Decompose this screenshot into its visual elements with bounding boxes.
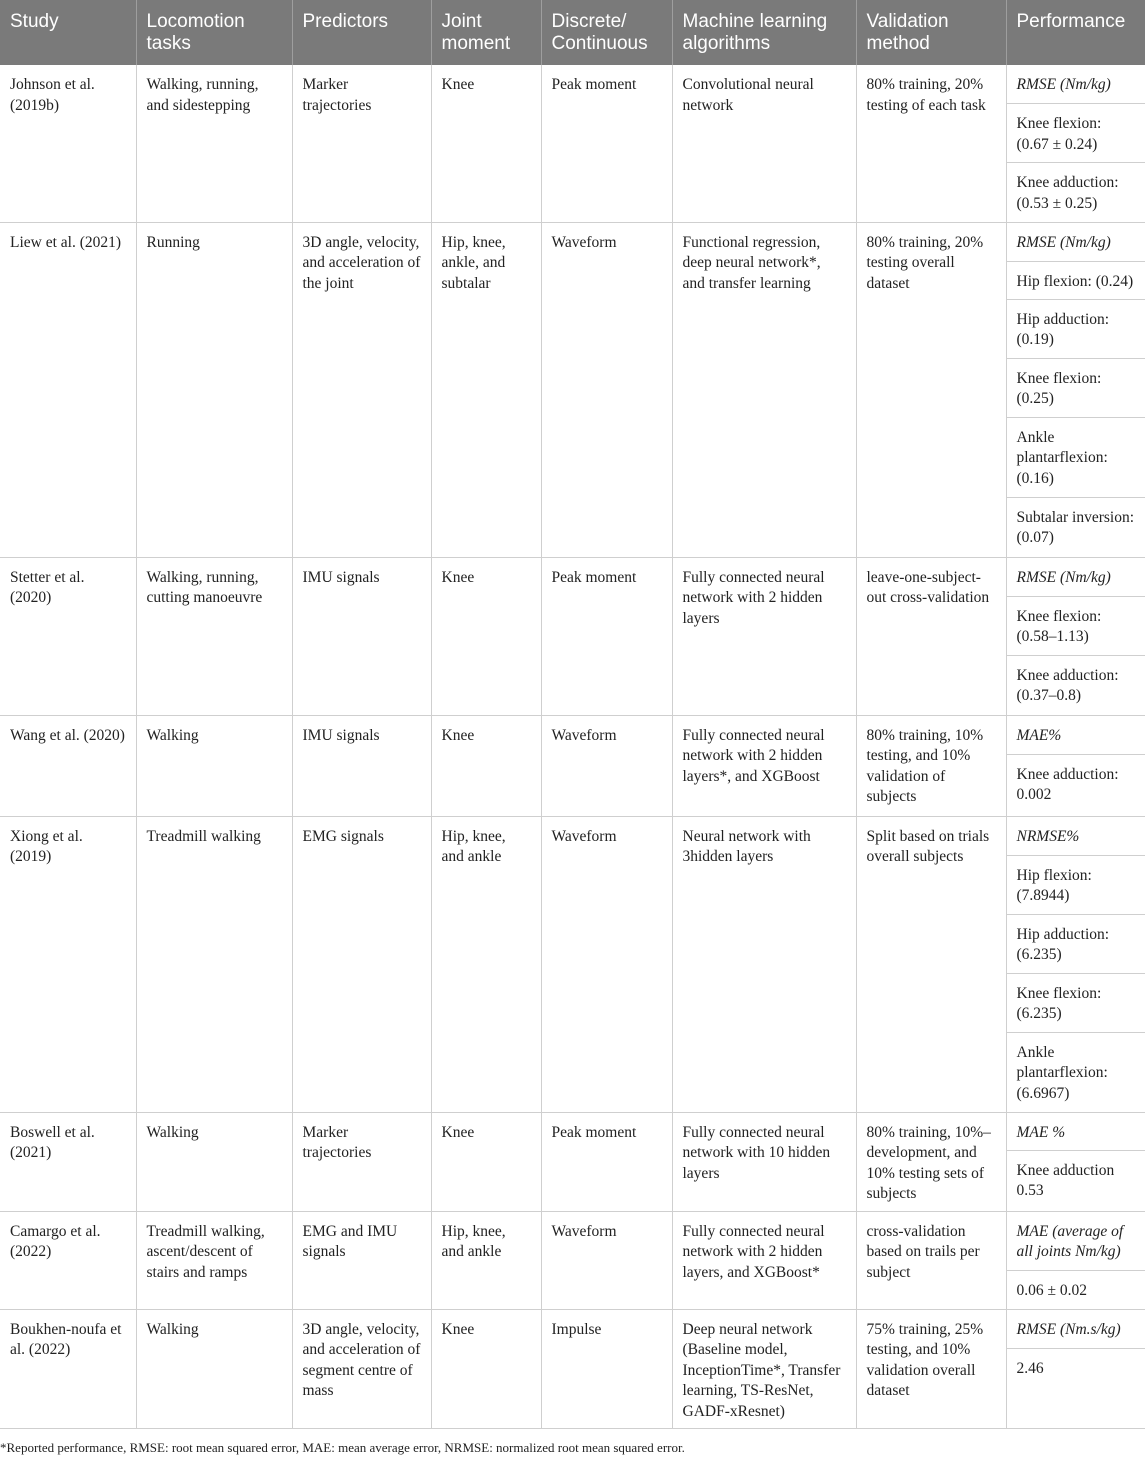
performance-value: 2.46 <box>1016 1359 1044 1377</box>
table-row <box>0 1211 1145 1309</box>
cell-discrete: Peak moment <box>541 1112 672 1211</box>
cell-validation: 80% training, 20% testing overall dataset <box>856 222 1006 557</box>
cell-ml: Neural network with 3hidden layers <box>672 816 856 1112</box>
cell-tasks: Walking, running, and sidestepping <box>136 65 292 222</box>
header-predictors: Predictors <box>292 0 431 65</box>
performance-value: Ankle plantarflexion: (0.16) <box>1007 418 1145 498</box>
header-ml-algorithms: Machine learning algorithms <box>672 0 856 65</box>
cell-ml: Fully connected neural network with 2 hidden layers*, and XGBoost <box>672 715 856 816</box>
table-row <box>0 1309 1145 1429</box>
cell-study: Boswell et al. (2021) <box>0 1112 136 1211</box>
performance-metric: RMSE (Nm.s/kg) <box>1007 1310 1145 1349</box>
cell-predictors: 3D angle, velocity, and acceleration of segment centre of mass <box>292 1309 431 1429</box>
table-row <box>0 557 1145 715</box>
performance-metric: RMSE (Nm/kg) <box>1007 558 1145 597</box>
cell-predictors: 3D angle, velocity, and acceleration of the joint <box>292 222 431 557</box>
cell-discrete: Impulse <box>541 1309 672 1429</box>
performance-value: Knee flexion: (0.58–1.13) <box>1007 597 1145 656</box>
cell-predictors: IMU signals <box>292 557 431 715</box>
header-study: Study <box>0 0 136 65</box>
cell-performance <box>1006 1211 1145 1309</box>
cell-predictors: Marker trajectories <box>292 65 431 222</box>
cell-joint: Knee <box>431 557 541 715</box>
cell-validation: Split based on trials overall subjects <box>856 816 1006 1112</box>
performance-value: Hip adduction: (0.19) <box>1007 300 1145 359</box>
performance-value: Knee adduction: (0.53 ± 0.25) <box>1016 174 1119 212</box>
performance-metric: MAE % <box>1007 1113 1145 1151</box>
performance-metric: MAE (average of all joints Nm/kg) <box>1007 1212 1145 1271</box>
performance-value: Hip adduction: (6.235) <box>1007 915 1145 974</box>
table-row <box>0 715 1145 816</box>
cell-ml: Deep neural network (Baseline model, InceptionTime*, Transfer learning, TS-ResNet, GADF-xResnet) <box>672 1309 856 1429</box>
header-row <box>0 0 1145 65</box>
cell-joint: Knee <box>431 715 541 816</box>
cell-ml: Fully connected neural network with 2 hidden layers, and XGBoost* <box>672 1211 856 1309</box>
cell-joint: Knee <box>431 1112 541 1211</box>
cell-discrete: Waveform <box>541 1211 672 1309</box>
cell-tasks: Running <box>136 222 292 557</box>
performance-value: Knee flexion: (0.25) <box>1007 359 1145 418</box>
cell-performance <box>1006 65 1145 222</box>
cell-validation: 80% training, 10%–development, and 10% testing sets of subjects <box>856 1112 1006 1211</box>
cell-predictors: IMU signals <box>292 715 431 816</box>
cell-validation: 75% training, 25% testing, and 10% validation overall dataset <box>856 1309 1006 1429</box>
performance-metric: NRMSE% <box>1007 817 1145 856</box>
cell-predictors: EMG and IMU signals <box>292 1211 431 1309</box>
performance-value: Knee adduction: 0.002 <box>1016 765 1119 803</box>
cell-performance <box>1006 715 1145 816</box>
cell-discrete: Peak moment <box>541 557 672 715</box>
cell-joint: Hip, knee, and ankle <box>431 1211 541 1309</box>
cell-performance <box>1006 557 1145 715</box>
cell-tasks: Treadmill walking, ascent/descent of stairs and ramps <box>136 1211 292 1309</box>
performance-metric: RMSE (Nm/kg) <box>1007 65 1145 104</box>
cell-joint: Hip, knee, and ankle <box>431 816 541 1112</box>
cell-performance <box>1006 816 1145 1112</box>
table-row <box>0 1112 1145 1211</box>
performance-value: Hip flexion: (0.24) <box>1007 262 1145 300</box>
table-row <box>0 222 1145 557</box>
cell-study: Wang et al. (2020) <box>0 715 136 816</box>
cell-study: Stetter et al. (2020) <box>0 557 136 715</box>
cell-discrete: Peak moment <box>541 65 672 222</box>
performance-value: Hip flexion: (7.8944) <box>1007 856 1145 915</box>
cell-validation: 80% training, 20% testing of each task <box>856 65 1006 222</box>
cell-predictors: EMG signals <box>292 816 431 1112</box>
cell-validation: cross-validation based on trails per subject <box>856 1211 1006 1309</box>
cell-ml: Convolutional neural network <box>672 65 856 222</box>
cell-study: Liew et al. (2021) <box>0 222 136 557</box>
cell-study: Camargo et al. (2022) <box>0 1211 136 1309</box>
table-footnote: *Reported performance, RMSE: root mean squared error, MAE: mean average error, NRMSE: normalized root mean squared error. <box>0 1440 685 1455</box>
cell-tasks: Walking <box>136 715 292 816</box>
cell-discrete: Waveform <box>541 715 672 816</box>
cell-discrete: Waveform <box>541 222 672 557</box>
header-locomotion-tasks: Locomotion tasks <box>136 0 292 65</box>
performance-value: Knee adduction: (0.37–0.8) <box>1016 666 1119 704</box>
performance-value: Knee flexion: (6.235) <box>1007 974 1145 1033</box>
cell-study: Johnson et al. (2019b) <box>0 65 136 222</box>
cell-discrete: Waveform <box>541 816 672 1112</box>
cell-tasks: Treadmill walking <box>136 816 292 1112</box>
cell-performance <box>1006 1309 1145 1429</box>
cell-tasks: Walking <box>136 1309 292 1429</box>
cell-performance <box>1006 222 1145 557</box>
performance-value: Knee flexion: (0.67 ± 0.24) <box>1007 104 1145 163</box>
performance-value: Knee adduction 0.53 <box>1016 1161 1115 1199</box>
header-joint-moment: Joint moment <box>431 0 541 65</box>
cell-study: Xiong et al. (2019) <box>0 816 136 1112</box>
cell-ml: Fully connected neural network with 2 hidden layers <box>672 557 856 715</box>
performance-value: Ankle plantarflexion: (6.6967) <box>1016 1043 1108 1102</box>
header-discrete-continuous: Discrete/ Continuous <box>541 0 672 65</box>
cell-validation: leave-one-subject-out cross-validation <box>856 557 1006 715</box>
cell-ml: Fully connected neural network with 10 hidden layers <box>672 1112 856 1211</box>
cell-tasks: Walking <box>136 1112 292 1211</box>
cell-tasks: Walking, running, cutting manoeuvre <box>136 557 292 715</box>
performance-value: 0.06 ± 0.02 <box>1016 1281 1088 1299</box>
header-performance: Performance <box>1006 0 1145 65</box>
cell-joint: Knee <box>431 1309 541 1429</box>
table-row <box>0 816 1145 1112</box>
header-validation-method: Validation method <box>856 0 1006 65</box>
performance-metric: MAE% <box>1007 716 1145 755</box>
cell-study: Boukhen-noufa et al. (2022) <box>0 1309 136 1429</box>
cell-validation: 80% training, 10% testing, and 10% validation of subjects <box>856 715 1006 816</box>
performance-value: Subtalar inversion: (0.07) <box>1016 508 1135 546</box>
table-row <box>0 65 1145 222</box>
cell-joint: Knee <box>431 65 541 222</box>
cell-joint: Hip, knee, ankle, and subtalar <box>431 222 541 557</box>
cell-ml: Functional regression, deep neural network*, and transfer learning <box>672 222 856 557</box>
cell-predictors: Marker trajectories <box>292 1112 431 1211</box>
cell-performance <box>1006 1112 1145 1211</box>
performance-metric: RMSE (Nm/kg) <box>1007 223 1145 262</box>
